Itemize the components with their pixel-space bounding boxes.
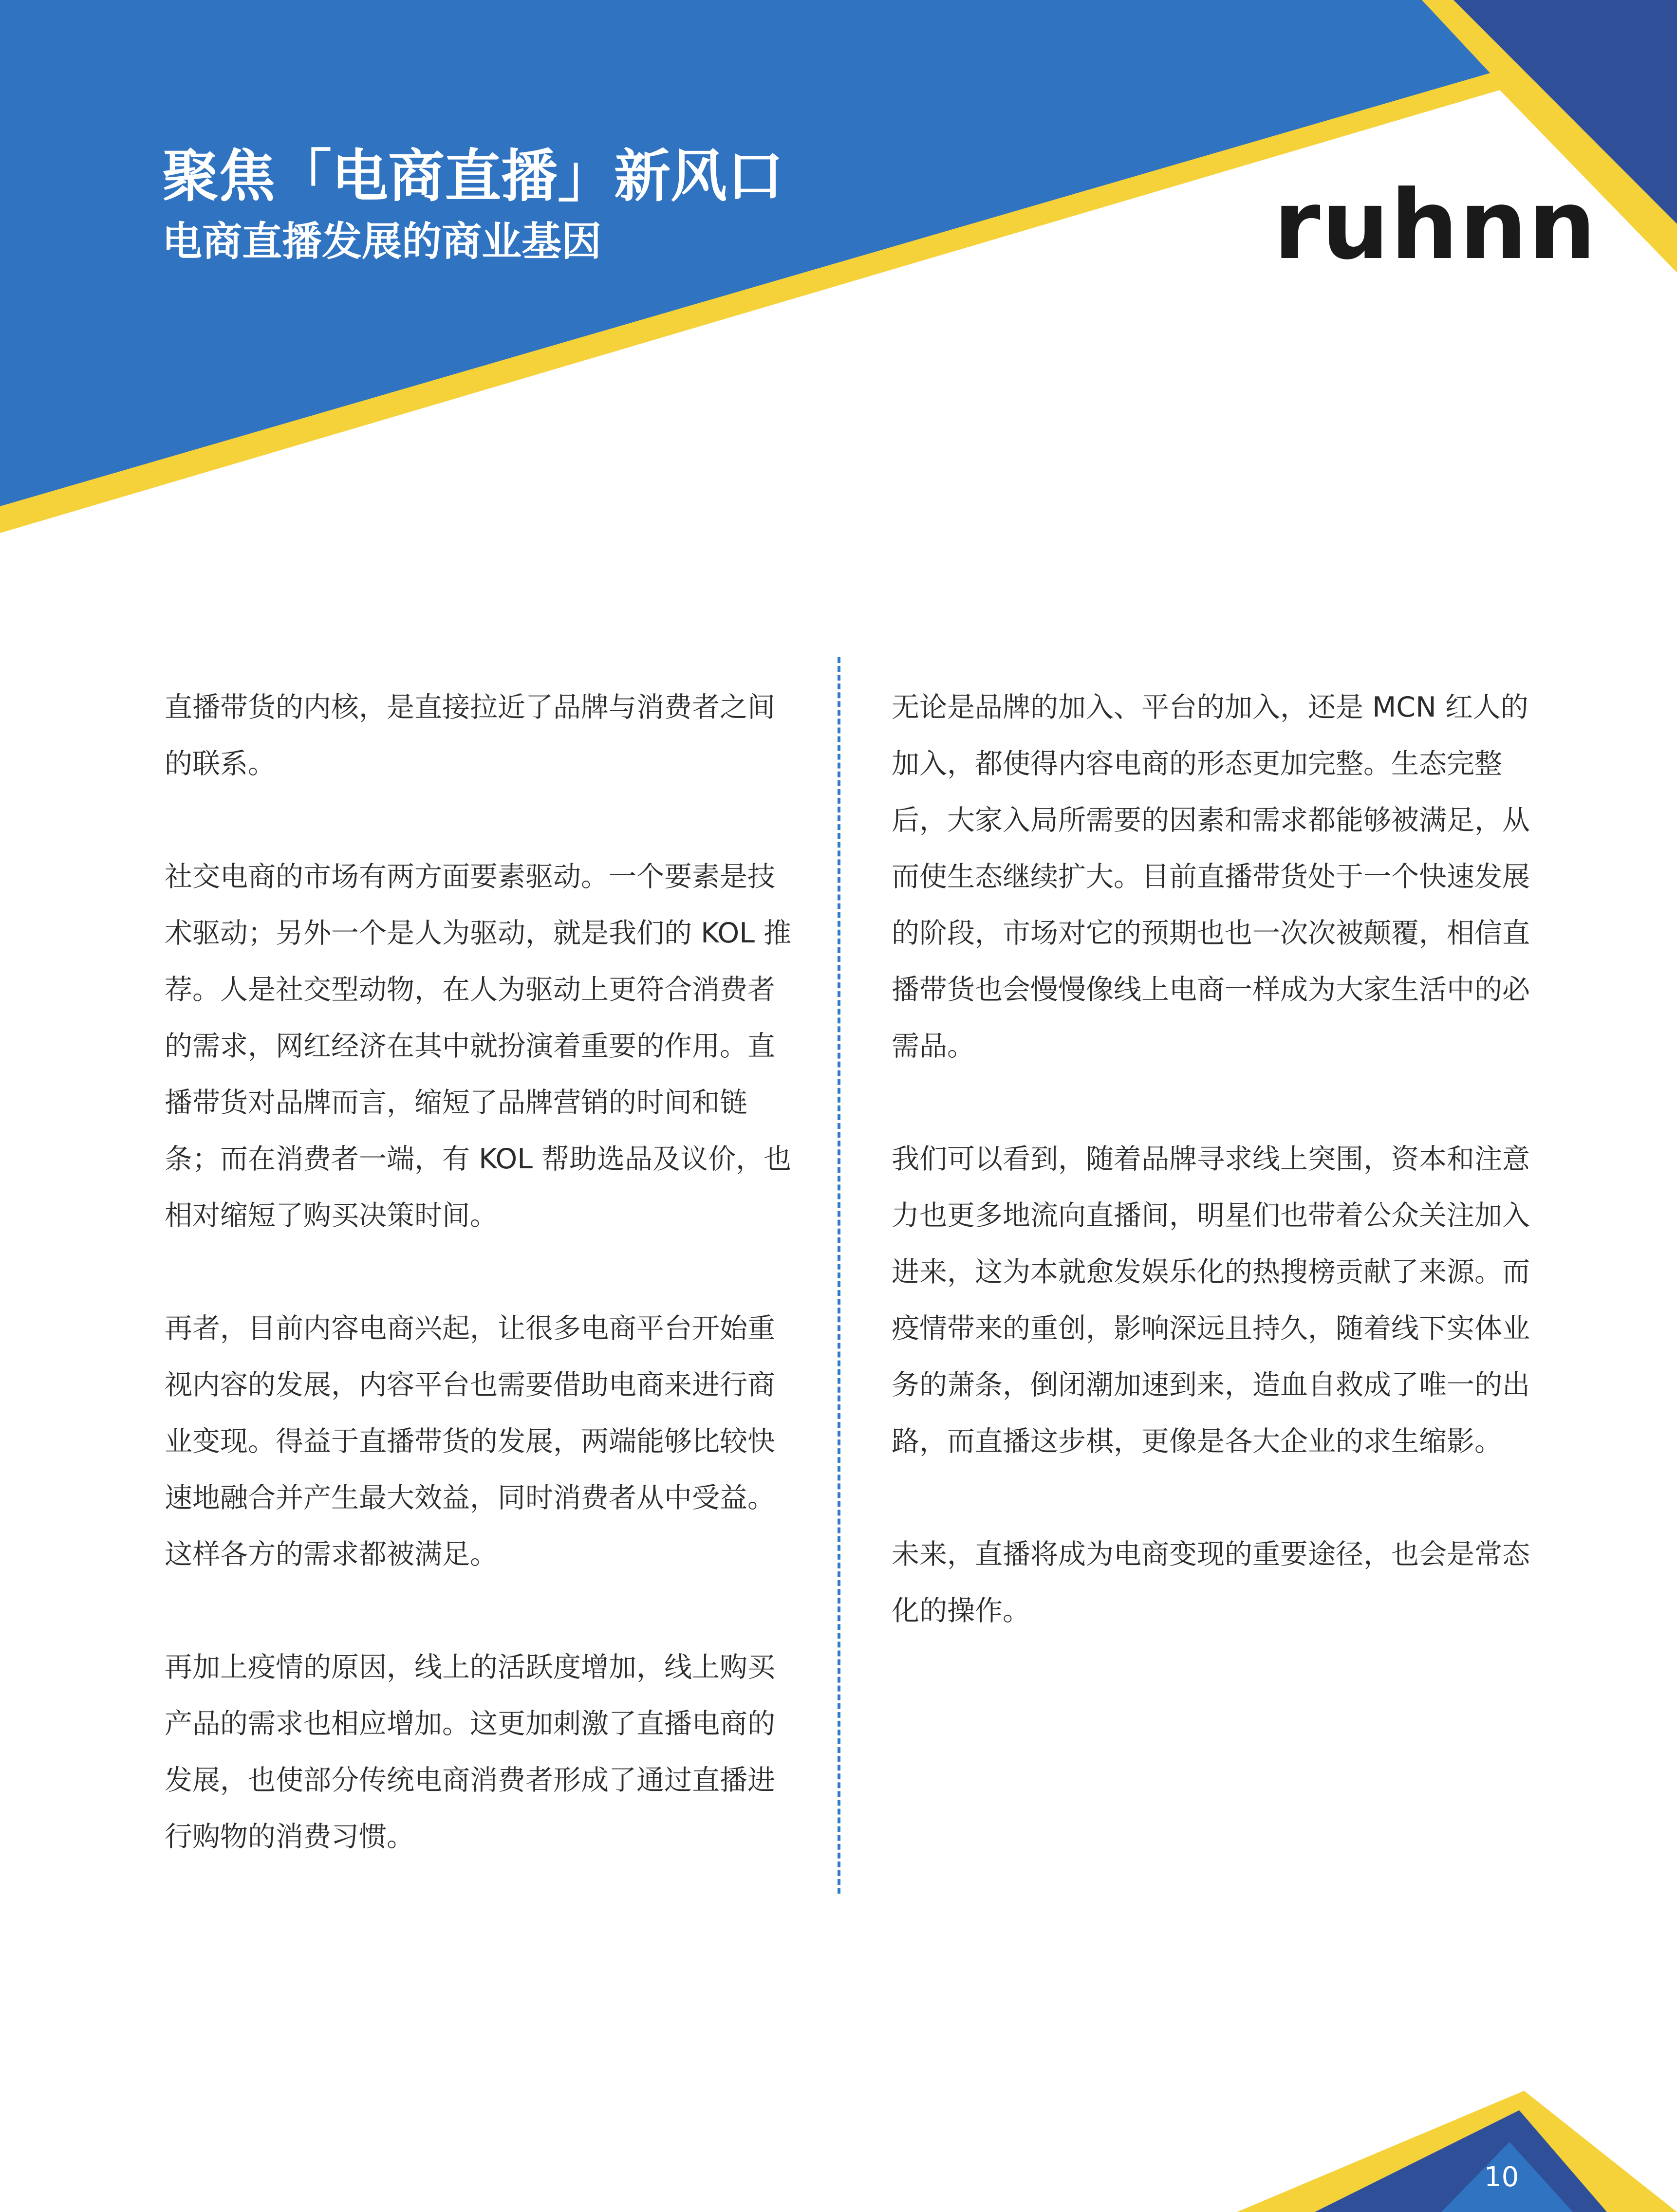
paragraph: 再加上疫情的原因，线上的活跃度增加，线上购买产品的需求也相应增加。这更加刺激了直播电商的发展，也使部分传统电商消费者形成了通过直播进行购物的消费习惯。 bbox=[165, 1651, 775, 1853]
column-divider bbox=[838, 657, 840, 1894]
paragraph: 社交电商的市场有两方面要素驱动。一个要素是技术驱动；另外一个是人为驱动，就是我们的 KOL 推荐。人是社交型动物，在人为驱动上更符合消费者的需求，网红经济在其中就扮演着重要的作用。直播带货对品牌而言，缩短了品牌营销的时间和链条；而在消费者一端，有 KOL 帮助选品及议价，也相对缩短了购买决策时间。 bbox=[165, 861, 792, 1232]
paragraph: 直播带货的内核，是直接拉近了品牌与消费者之间的联系。 bbox=[165, 691, 775, 780]
ruhnn-logo: ruhnn bbox=[1273, 170, 1597, 281]
paragraph: 未来，直播将成为电商变现的重要途径，也会是常态化的操作。 bbox=[892, 1538, 1530, 1627]
paragraph: 无论是品牌的加入、平台的加入，还是 MCN 红人的加入，都使得内容电商的形态更加完整。生态完整后，大家入局所需要的因素和需求都能够被满足，从而使生态继续扩大。目前直播带货处于一个快速发展的阶段，市场对它的预期也也一次次被颠覆，相信直播带货也会慢慢像线上电商一样成为大家生活中的必需品。 bbox=[892, 691, 1530, 1062]
page-title: 聚焦「电商直播」新风口 bbox=[162, 144, 783, 209]
page-subtitle: 电商直播发展的商业基因 bbox=[162, 219, 602, 265]
left-text-column bbox=[165, 679, 802, 1921]
right-text-column bbox=[892, 679, 1532, 1696]
paragraph: 我们可以看到，随着品牌寻求线上突围，资本和注意力也更多地流向直播间，明星们也带着公众关注加入进来，这为本就愈发娱乐化的热搜榜贡献了来源。而疫情带来的重创，影响深远且持久，随着线下实体业务的萧条，倒闭潮加速到来，造血自救成了唯一的出路，而直播这步棋，更像是各大企业的求生缩影。 bbox=[892, 1143, 1530, 1457]
page-number: 10 bbox=[1484, 2161, 1519, 2193]
paragraph: 再者，目前内容电商兴起，让很多电商平台开始重视内容的发展，内容平台也需要借助电商来进行商业变现。得益于直播带货的发展，两端能够比较快速地融合并产生最大效益，同时消费者从中受益。这样各方的需求都被满足。 bbox=[165, 1312, 775, 1570]
